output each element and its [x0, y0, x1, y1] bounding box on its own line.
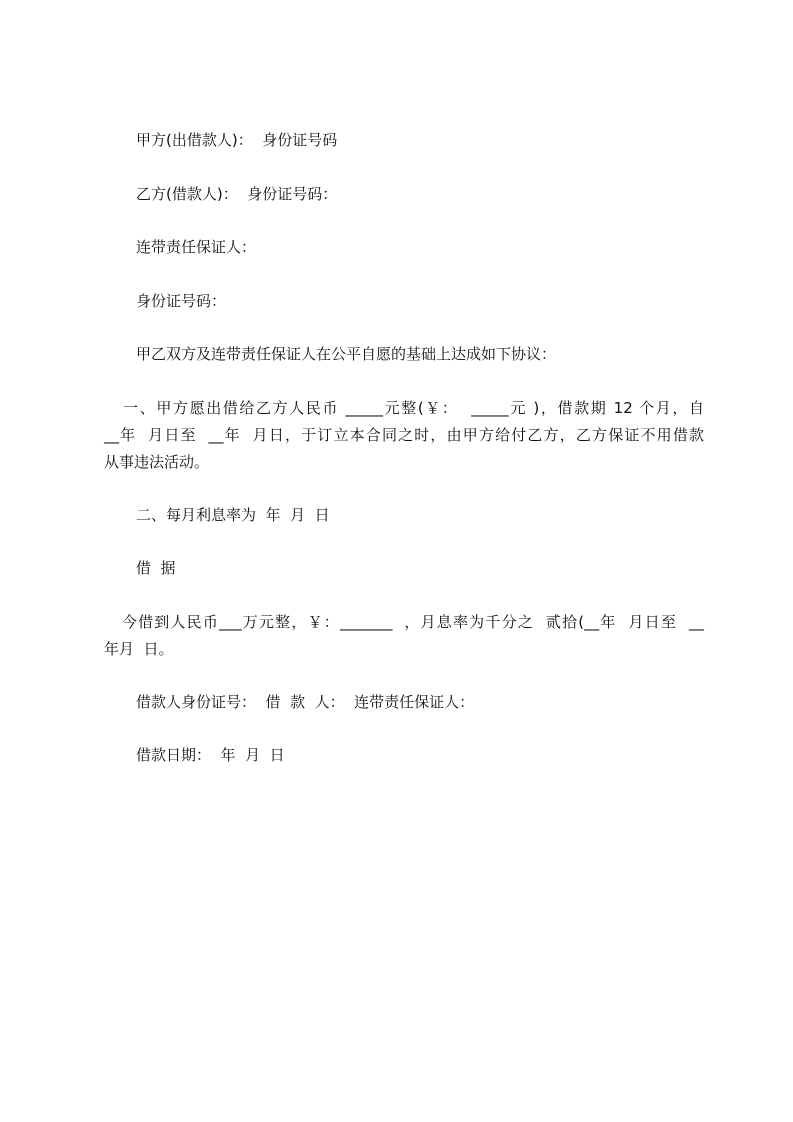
loan-date-line: 借款日期： 年 月 日: [136, 746, 285, 764]
clause-one-row-3: 从事违法活动。: [104, 453, 210, 471]
id-number-line: 身份证号码：: [136, 292, 227, 310]
signature-line: 借款人身份证号： 借 款 人： 连带责任保证人：: [136, 693, 475, 711]
receipt-body-row-1: 今借到人民币___万元整，￥：_______ ，月息率为千分之 贰拾(__年 月日至 __: [104, 613, 704, 631]
guarantor-line: 连带责任保证人：: [136, 238, 257, 256]
party-b-line: 乙方(借款人)： 身份证号码：: [136, 185, 338, 203]
receipt-body-row-2: 年月 日。: [104, 640, 174, 658]
receipt-body: [104, 612, 704, 659]
clause-one-row-1: 一、甲方愿出借给乙方人民币 _____元整(￥： _____元 )，借款期 12 个月，自: [104, 399, 704, 417]
receipt-title: 借 据: [136, 559, 176, 577]
clause-one: [104, 398, 704, 472]
party-a-line: 甲方(出借款人)： 身份证号码: [136, 131, 338, 149]
clause-one-row-2: __年 月日至 __年 月日，于订立本合同之时，由甲方给付乙方，乙方保证不用借款: [104, 426, 704, 444]
agreement-intro: 甲乙双方及连带责任保证人在公平自愿的基础上达成如下协议：: [136, 345, 557, 363]
clause-two: 二、每月利息率为 年 月 日: [136, 506, 330, 524]
